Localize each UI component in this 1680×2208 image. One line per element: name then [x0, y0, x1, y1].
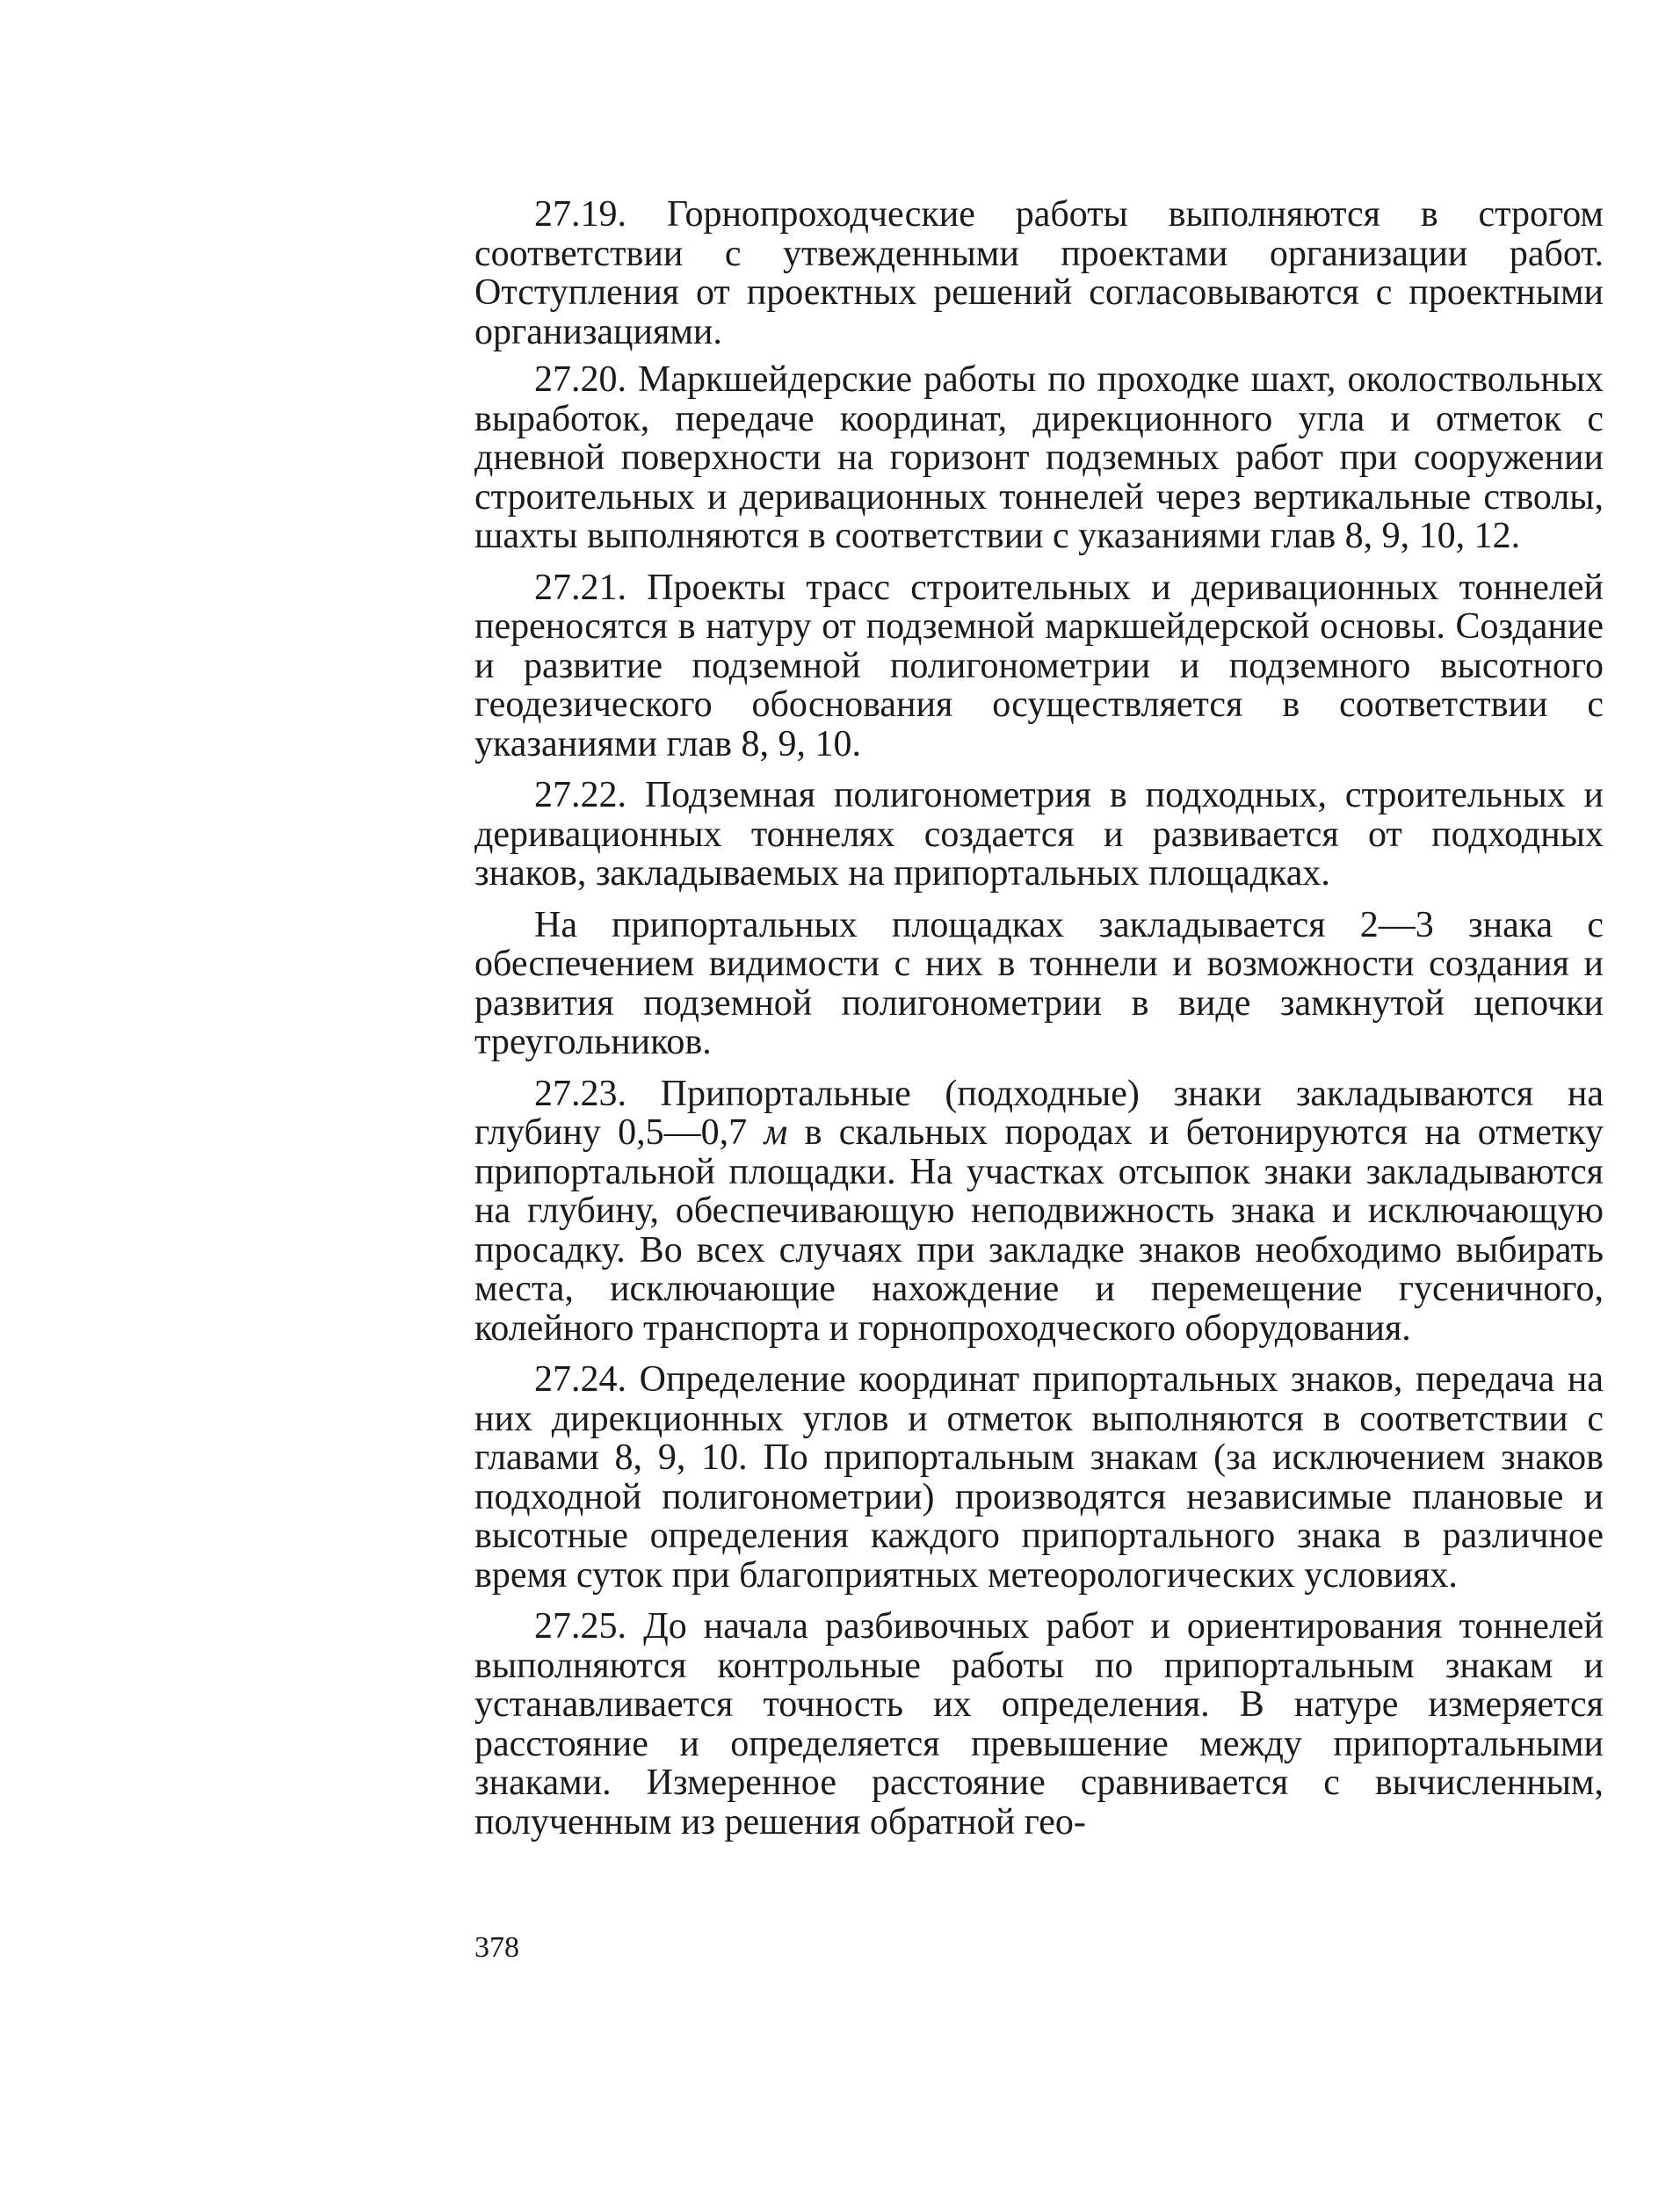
paragraph-27-22-continuation: На припортальных площадках закладывается 2—3 знака с обеспечением видимости с них в тоннели и возможности создания и развития подземной полигонометрии в виде замкнутой цепочки треугольников. — [474, 904, 1604, 1062]
paragraph-27-24: 27.24. Определение координат припортальных знаков, передача на них дирекционных углов и отметок выполняются в соответствии с главами 8, 9, 10. По припортальным знакам (за исключением знаков подходной полигонометрии) производятся независимые плановые и высотные определения каждого припортального знака в различное время суток при благоприятных метеорологических условиях. — [474, 1359, 1604, 1596]
unit-meters: м — [764, 1112, 788, 1153]
page-number: 378 — [474, 1931, 519, 1964]
paragraph-27-22: 27.22. Подземная полигонометрия в подходных, строительных и деривационных тоннелях создается и развивается от подходных знаков, закладываемых на припортальных площадках. — [474, 775, 1604, 894]
paragraph-27-23 — [474, 1075, 1604, 1349]
paragraph-27-23-text-b: в скальных породах и бетонируются на отметку припортальной площадки. На участках отсыпок знаки закладываются на глубину, обеспечивающую неподвижность знака и исключающую просадку. Во всех случаях при закладке знаков необходимо выбирать места, исключающие нахождение и перемещение гусеничного, колейного транспорта и горнопроходческого оборудования. — [474, 1112, 1604, 1349]
paragraph-27-19: 27.19. Горнопроходческие работы выполняются в строгом соответствии с утвежденными проектами организации работ. Отступления от проектных решений согласовываются с проектными организациями. — [474, 194, 1604, 352]
paragraph-27-25: 27.25. До начала разбивочных работ и ориентирования тоннелей выполняются контрольные работы по припортальным знакам и устанавливается точность их определения. В натуре измеряется расстояние и определяется превышение между припортальными знаками. Измеренное расстояние сравнивается с вычисленным, полученным из решения обратной гео- — [474, 1606, 1604, 1842]
paragraph-27-23-text-a: 27.23. Припортальные (подходные) знаки закладываются на глубину 0,5—0,7 — [474, 1073, 1604, 1153]
paragraph-27-20: 27.20. Маркшейдерские работы по проходке шахт, околоствольных выработок, передаче координат, дирекционного угла и отметок с дневной поверхности на горизонт подземных работ при сооружении строительных и деривационных тоннелей через вертикальные стволы, шахты выполняются в соответствии с указаниями глав 8, 9, 10, 12. — [474, 359, 1604, 556]
body-text — [474, 195, 1604, 1854]
paragraph-27-21: 27.21. Проекты трасс строительных и деривационных тоннелей переносятся в натуру от подземной маркшейдерской основы. Создание и развитие подземной полигонометрии и подземного высотного геодезического обоснования осуществляется в соответствии с указаниями глав 8, 9, 10. — [474, 567, 1604, 764]
